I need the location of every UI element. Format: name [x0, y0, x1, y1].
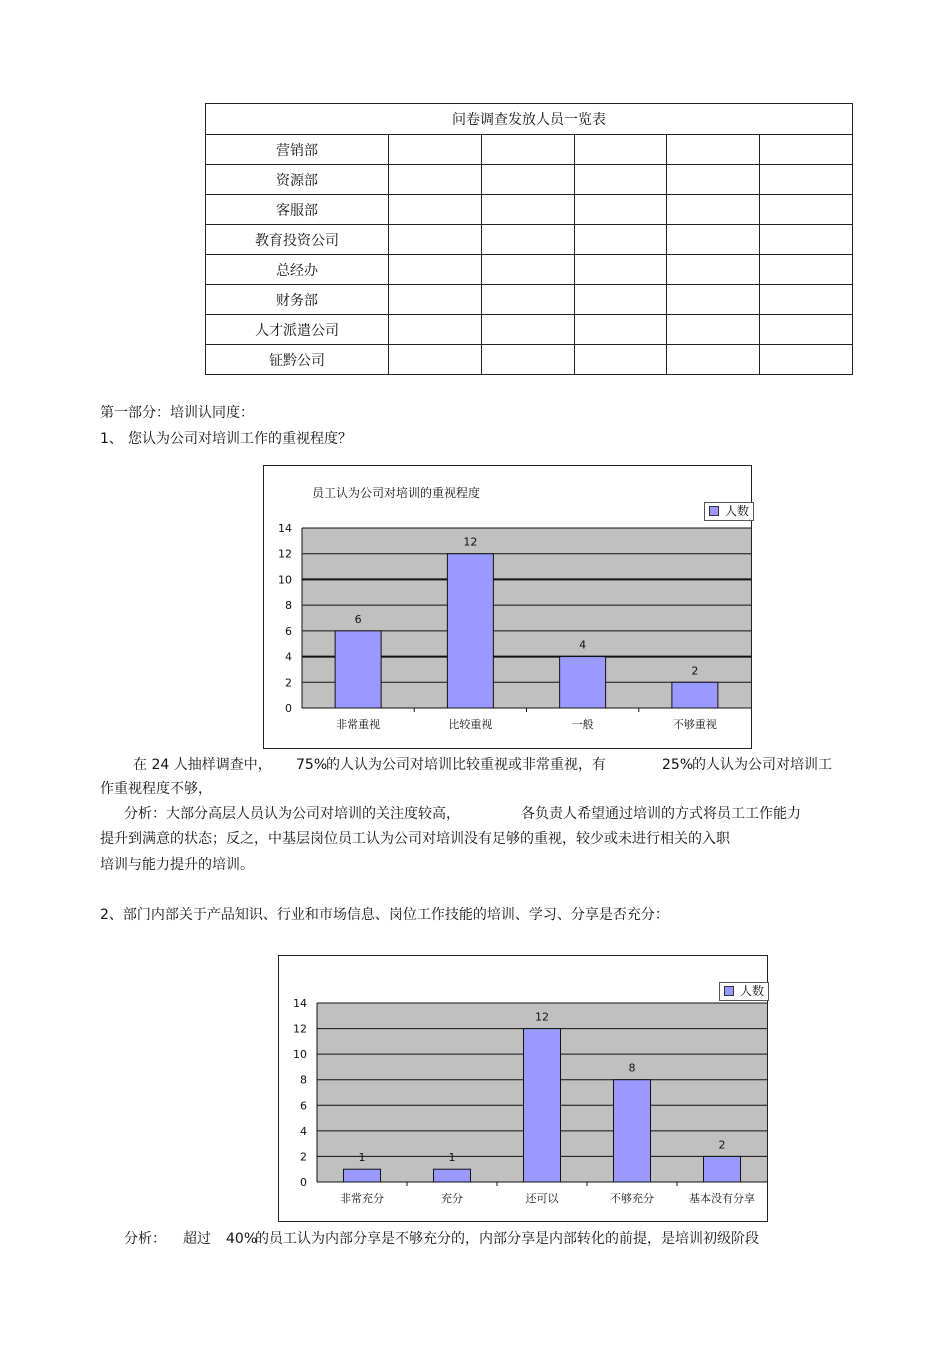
roster-dept-cell: 教育投资公司 [206, 225, 389, 255]
roster-empty-cell [574, 315, 667, 345]
roster-empty-cell [481, 165, 574, 195]
x-tick-label: 比较重视 [448, 718, 493, 731]
roster-empty-cell [481, 195, 574, 225]
roster-empty-cell [667, 195, 760, 225]
x-tick-label: 还可以 [525, 1192, 559, 1205]
chart-2-plot [279, 956, 767, 1221]
bar [704, 1156, 741, 1182]
bar [524, 1029, 561, 1182]
q1-analysis-line1a: 分析：大部分高层人员认为公司对培训的关注度较高， [124, 806, 460, 822]
roster-row [206, 135, 853, 165]
chart-1 [263, 465, 752, 749]
roster-empty-cell [481, 345, 574, 375]
roster-empty-cell [389, 165, 482, 195]
data-label: 6 [354, 612, 362, 626]
y-tick-label: 10 [278, 573, 292, 587]
y-tick-label: 4 [285, 650, 292, 664]
data-label: 2 [718, 1138, 726, 1152]
data-label: 12 [535, 1010, 549, 1024]
roster-dept-cell: 人才派遣公司 [206, 315, 389, 345]
y-tick-label: 14 [278, 522, 292, 535]
y-tick-label: 6 [300, 1099, 307, 1113]
roster-row [206, 165, 853, 195]
x-tick-label: 不够重视 [672, 718, 717, 731]
bar [672, 682, 718, 708]
y-tick-label: 10 [293, 1048, 307, 1062]
q1-result-pct1: 75% [296, 757, 328, 773]
roster-dept-cell: 资源部 [206, 165, 389, 195]
x-tick-label: 非常充分 [340, 1192, 384, 1205]
q1-analysis-line2: 提升到满意的状态；反之，中基层岗位员工认为公司对培训没有足够的重视，较少或未进行相关的入职 [100, 831, 730, 847]
roster-empty-cell [389, 135, 482, 165]
roster-empty-cell [574, 195, 667, 225]
q1-result-seg1: 在 24 人抽样调查中， [133, 757, 272, 773]
question-1-number: 1、 [100, 431, 123, 447]
bar [614, 1080, 651, 1182]
roster-empty-cell [389, 195, 482, 225]
roster-title: 问卷调查发放人员一览表 [206, 104, 853, 135]
bar [335, 631, 381, 708]
y-tick-label: 0 [285, 702, 292, 715]
x-tick-label: 基本没有分享 [689, 1192, 755, 1205]
y-tick-label: 12 [293, 1022, 307, 1036]
roster-empty-cell [481, 315, 574, 345]
q1-analysis-line1b: 各负责人希望通过培训的方式将员工工作能力 [521, 806, 801, 822]
chart-1-title: 员工认为公司对培训的重视程度 [312, 486, 481, 500]
q2-analysis-seg1: 超过 [183, 1231, 211, 1247]
data-label: 4 [579, 638, 587, 652]
roster-empty-cell [481, 225, 574, 255]
roster-empty-cell [760, 255, 853, 285]
roster-empty-cell [760, 285, 853, 315]
bar [344, 1169, 381, 1182]
roster-row [206, 315, 853, 345]
y-tick-label: 6 [285, 624, 292, 638]
roster-empty-cell [574, 225, 667, 255]
section-heading: 第一部分：培训认同度： [100, 405, 254, 421]
roster-empty-cell [481, 255, 574, 285]
y-tick-label: 0 [300, 1176, 307, 1189]
roster-empty-cell [389, 315, 482, 345]
x-tick-label: 一般 [571, 718, 594, 731]
roster-empty-cell [389, 345, 482, 375]
q2-analysis-label: 分析： [124, 1231, 166, 1247]
roster-title-row [206, 104, 853, 135]
y-tick-label: 8 [285, 599, 292, 613]
roster-empty-cell [667, 285, 760, 315]
bar [447, 554, 493, 708]
roster-row [206, 225, 853, 255]
roster-empty-cell [481, 135, 574, 165]
roster-empty-cell [574, 345, 667, 375]
question-2-text: 2、部门内部关于产品知识、行业和市场信息、岗位工作技能的培训、学习、分享是否充分： [100, 907, 669, 923]
data-label: 8 [628, 1061, 636, 1075]
data-label: 12 [463, 535, 478, 549]
roster-empty-cell [667, 315, 760, 345]
roster-row [206, 255, 853, 285]
chart-1-legend-label: 人数 [725, 504, 750, 518]
roster-empty-cell [760, 135, 853, 165]
roster-empty-cell [574, 165, 667, 195]
x-tick-label: 非常重视 [336, 718, 381, 731]
q2-analysis-pct: 40% [226, 1231, 258, 1247]
roster-dept-cell: 总经办 [206, 255, 389, 285]
x-tick-label: 充分 [441, 1192, 463, 1205]
roster-empty-cell [389, 225, 482, 255]
q2-analysis-seg2: 的员工认为内部分享是不够充分的，内部分享是内部转化的前提，是培训初级阶段 [255, 1231, 759, 1247]
roster-empty-cell [667, 345, 760, 375]
q1-result-seg3: 的人认为公司对培训工 [692, 757, 832, 773]
roster-empty-cell [574, 135, 667, 165]
roster-empty-cell [667, 135, 760, 165]
roster-row [206, 285, 853, 315]
roster-empty-cell [760, 225, 853, 255]
roster-empty-cell [574, 255, 667, 285]
roster-dept-cell: 营销部 [206, 135, 389, 165]
q1-result-line2: 作重视程度不够， [100, 781, 212, 797]
y-tick-label: 14 [293, 997, 307, 1010]
chart-1-plot [264, 466, 751, 748]
data-label: 1 [448, 1151, 456, 1165]
roster-empty-cell [389, 285, 482, 315]
chart-2 [278, 955, 768, 1222]
roster-empty-cell [389, 255, 482, 285]
q1-result-seg2: 的人认为公司对培训比较重视或非常重视，有 [326, 757, 606, 773]
q1-analysis-line3: 培训与能力提升的培训。 [100, 857, 254, 873]
roster-empty-cell [760, 195, 853, 225]
y-tick-label: 4 [300, 1124, 307, 1138]
y-tick-label: 2 [285, 676, 292, 690]
roster-dept-cell: 客服部 [206, 195, 389, 225]
roster-empty-cell [481, 285, 574, 315]
roster-empty-cell [760, 315, 853, 345]
y-tick-label: 2 [300, 1150, 307, 1164]
y-tick-label: 12 [278, 547, 292, 561]
roster-empty-cell [760, 165, 853, 195]
x-tick-label: 不够充分 [610, 1192, 654, 1205]
roster-empty-cell [667, 225, 760, 255]
chart-2-legend-label: 人数 [740, 984, 765, 998]
bar [560, 657, 606, 708]
bar [434, 1169, 471, 1182]
roster-empty-cell [760, 345, 853, 375]
roster-dept-cell: 财务部 [206, 285, 389, 315]
roster-table [205, 103, 853, 375]
roster-empty-cell [667, 255, 760, 285]
roster-row [206, 345, 853, 375]
roster-row [206, 195, 853, 225]
roster-empty-cell [574, 285, 667, 315]
data-label: 1 [358, 1151, 366, 1165]
q1-result-pct2: 25% [662, 757, 694, 773]
y-tick-label: 8 [300, 1073, 307, 1087]
question-1-text: 您认为公司对培训工作的重视程度？ [128, 431, 352, 447]
roster-dept-cell: 钲黔公司 [206, 345, 389, 375]
data-label: 2 [691, 664, 699, 678]
roster-empty-cell [667, 165, 760, 195]
